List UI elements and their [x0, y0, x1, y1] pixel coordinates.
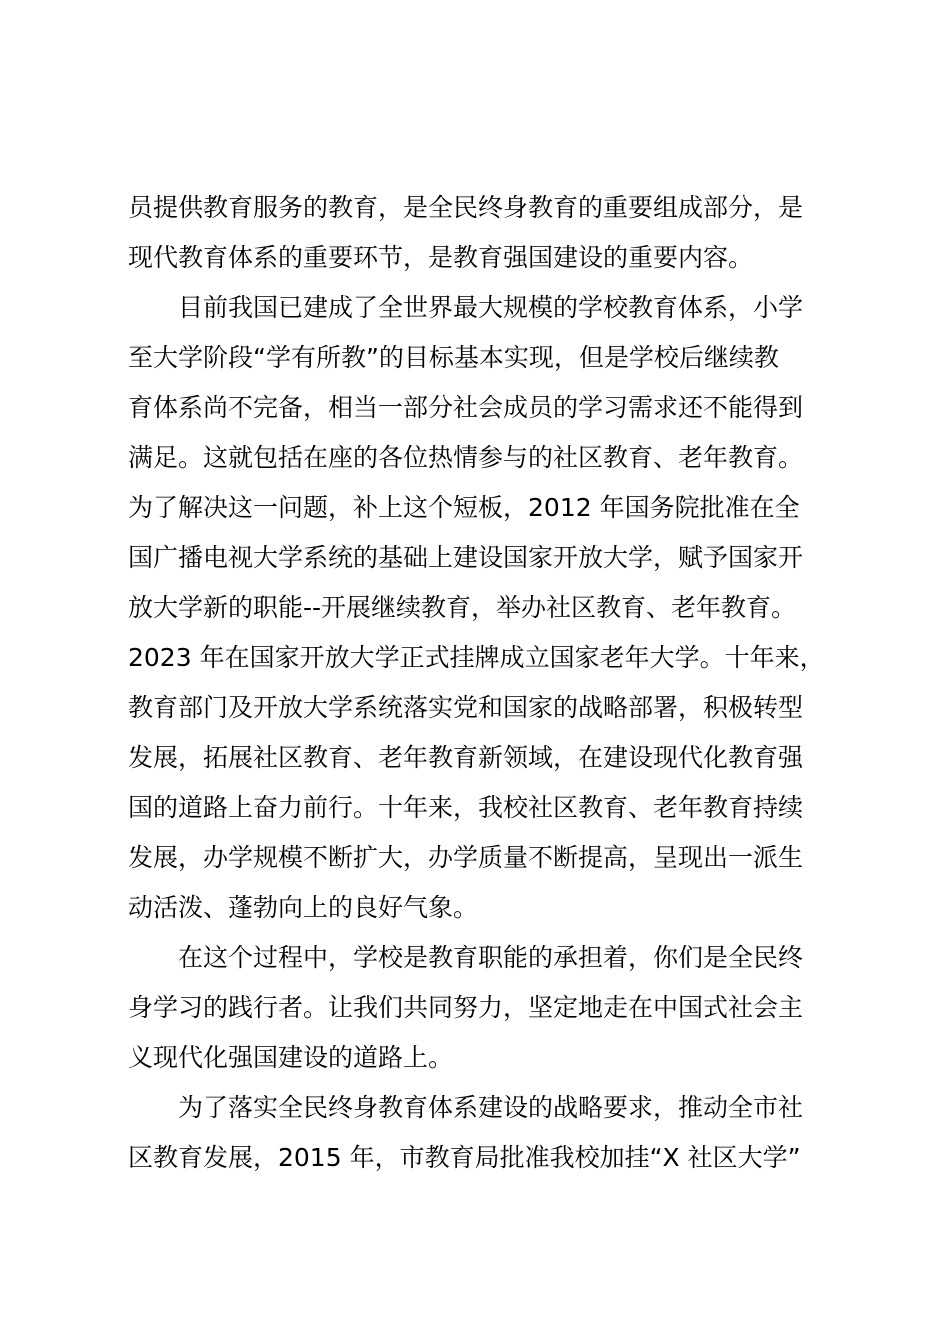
paragraph-start-line: 目前我国已建成了全世界最大规模的学校教育体系，小学: [178, 293, 804, 322]
text-line: 2023 年在国家开放大学正式挂牌成立国家老年大学。十年来，: [128, 643, 825, 672]
paragraph-start-line: 为了落实全民终身教育体系建设的战略要求，推动全市社: [178, 1093, 804, 1122]
text-line: 员提供教育服务的教育，是全民终身教育的重要组成部分，是: [128, 193, 804, 222]
text-line: 放大学新的职能--开展继续教育，举办社区教育、老年教育。: [128, 593, 797, 622]
text-line: 至大学阶段“学有所教”的目标基本实现，但是学校后继续教: [128, 343, 779, 372]
text-line: 发展，办学规模不断扩大，办学质量不断提高，呈现出一派生: [128, 843, 804, 872]
text-line: 国广播电视大学系统的基础上建设国家开放大学，赋予国家开: [128, 543, 804, 572]
text-line: 义现代化强国建设的道路上。: [128, 1043, 454, 1072]
text-line: 发展，拓展社区教育、老年教育新领域，在建设现代化教育强: [128, 743, 804, 772]
text-line: 身学习的践行者。让我们共同努力，坚定地走在中国式社会主: [128, 993, 804, 1022]
text-line: 育体系尚不完备，相当一部分社会成员的学习需求还不能得到: [128, 393, 804, 422]
text-line: 国的道路上奋力前行。十年来，我校社区教育、老年教育持续: [128, 793, 804, 822]
text-line: 为了解决这一问题，补上这个短板，2012 年国务院批准在全: [128, 493, 800, 522]
text-line: 满足。这就包括在座的各位热情参与的社区教育、老年教育。: [128, 443, 804, 472]
paragraph-start-line: 在这个过程中，学校是教育职能的承担着，你们是全民终: [178, 943, 804, 972]
text-line: 动活泼、蓬勃向上的良好气象。: [128, 893, 479, 922]
text-line: 教育部门及开放大学系统落实党和国家的战略部署，积极转型: [128, 693, 804, 722]
text-line: 区教育发展，2015 年，市教育局批准我校加挂“X 社区大学”: [128, 1143, 801, 1172]
text-line: 现代教育体系的重要环节，是教育强国建设的重要内容。: [128, 243, 754, 272]
